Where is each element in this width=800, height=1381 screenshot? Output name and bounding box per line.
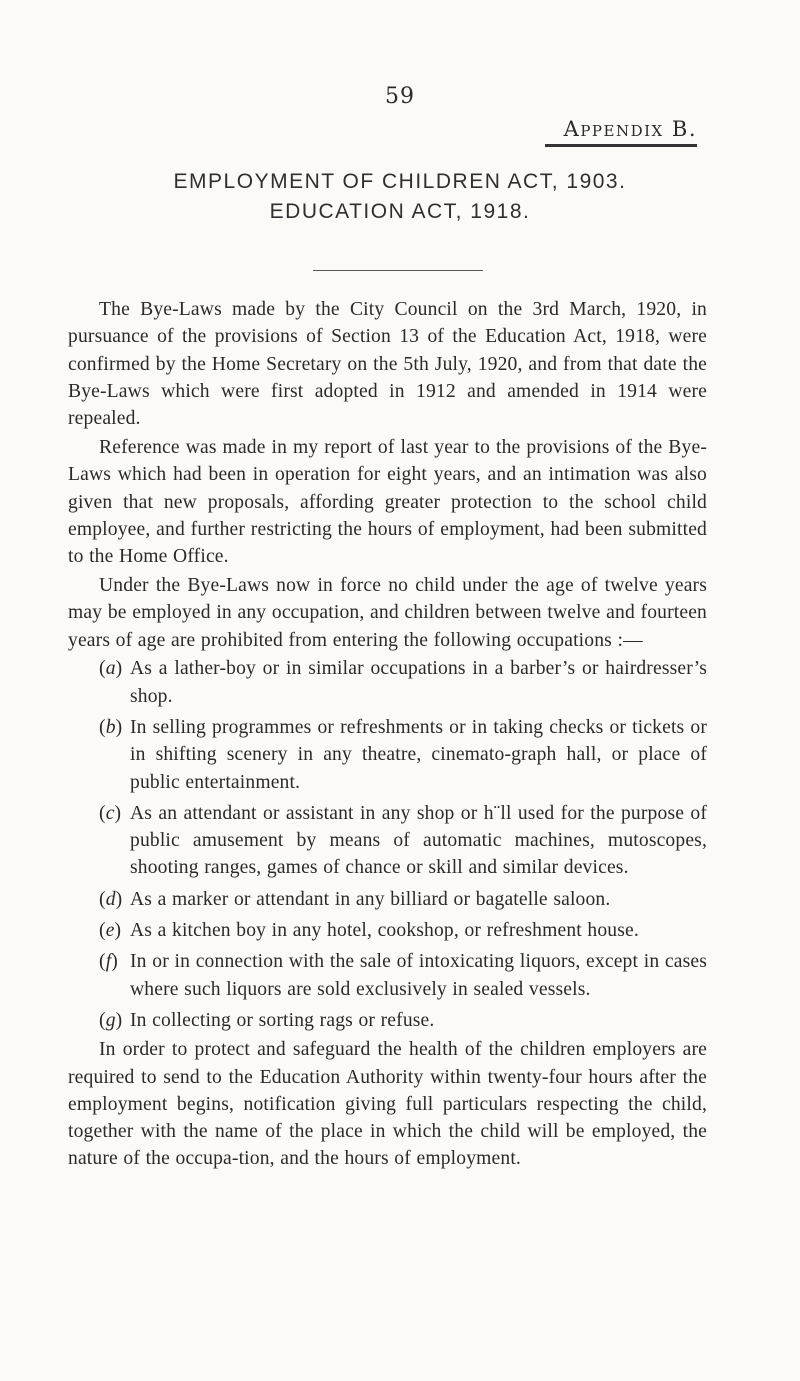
list-item: [68, 714, 707, 796]
list-item: [68, 948, 707, 1003]
list-item: [68, 886, 707, 913]
act-heading-1903: EMPLOYMENT OF CHILDREN ACT, 1903.: [173, 170, 627, 193]
list-item-text: In selling programmes or refreshments or in taking checks or tickets or in shifting scenery in any theatre, cinemato-graph hall, or place of public entertainment.: [130, 716, 707, 793]
paragraph-previous-report: Reference was made in my report of last year to the provisions of the Bye-Laws which had been in operation for eight years, and an intimation was also given that new proposals, affording greater protection to the school child employee, and further restricting the hours of employment, had been submitted to the Home Office.: [68, 436, 707, 568]
list-item-text: In collecting or sorting rags or refuse.: [130, 1009, 435, 1031]
list-item: [68, 1007, 707, 1034]
list-item-label: (g): [99, 1009, 123, 1031]
list-item-text: As a marker or attendant in any billiard or bagatelle saloon.: [130, 888, 611, 910]
appendix-label: Appendix B.: [563, 117, 697, 141]
list-item-label: (e): [99, 920, 122, 942]
list-item-text: In or in connection with the sale of intoxicating liquors, except in cases where such liquors are sold exclusively in sealed vessels.: [130, 951, 707, 1000]
list-item-label: (b): [99, 716, 123, 738]
appendix-underline: [545, 144, 697, 147]
section-divider: [313, 270, 483, 271]
page-number: 59: [385, 84, 415, 109]
body-text: [68, 296, 707, 1174]
list-item-label: (f): [99, 951, 118, 973]
paragraph-bye-laws-confirmed: The Bye-Laws made by the City Council on the 3rd March, 1920, in pursuance of the provisions of Section 13 of the Education Act, 1918, were confirmed by the Home Secretary on the 5th July, 1920, and from that date the Bye-Laws which were first adopted in 1912 and amended in 1914 were repealed.: [68, 299, 707, 430]
list-item-text: As an attendant or assistant in any shop or h¨ll used for the purpose of public amusement by means of automatic machines, mutoscopes, shooting ranges, games of chance or skill and similar devices.: [130, 802, 707, 879]
paragraph-prohibited-intro: Under the Bye-Laws now in force no child under the age of twelve years may be employed in any occupation, and children between twelve and fourteen years of age are prohibited from entering the following occupations :—: [68, 574, 707, 651]
paragraph-notification-requirement: In order to protect and safeguard the health of the children employers are required to send to the Education Authority within twenty-four hours after the employment begins, notification giving full particulars respecting the child, together with the name of the place in which the child will be employed, the nature of the occupa-tion, and the hours of employment.: [68, 1039, 707, 1170]
list-item-label: (a): [99, 658, 123, 680]
list-item: [68, 917, 707, 944]
list-item: [68, 655, 707, 710]
list-item-text: As a lather-boy or in similar occupations in a barber’s or hairdresser’s shop.: [130, 658, 707, 707]
act-heading-1918: EDUCATION ACT, 1918.: [269, 200, 531, 223]
occupations-list: [68, 655, 707, 1034]
list-item-label: (d): [99, 888, 123, 910]
list-item-label: (c): [99, 802, 122, 824]
list-item-text: As a kitchen boy in any hotel, cookshop, or refreshment house.: [130, 920, 639, 942]
list-item: [68, 800, 707, 882]
